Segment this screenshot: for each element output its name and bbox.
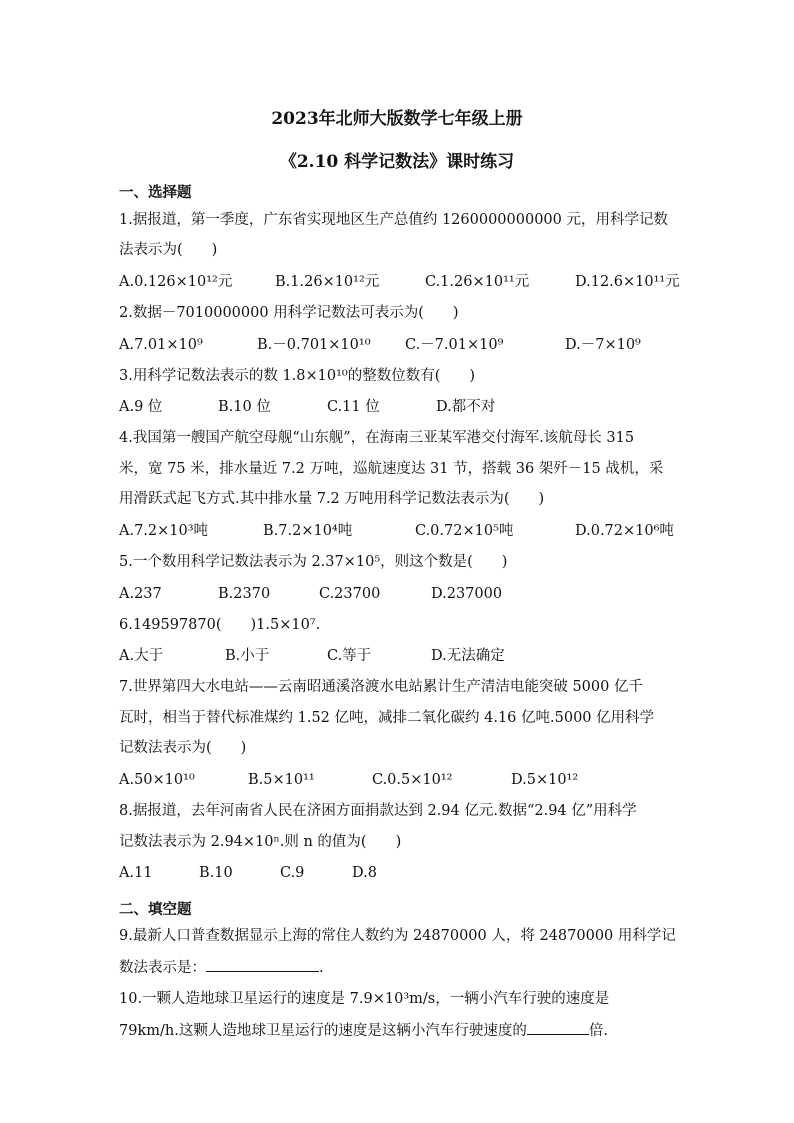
question-1-option-c: C.1.26×10¹¹元 xyxy=(425,274,530,290)
question-3-line-1: 3.用科学记数法表示的数 1.8×10¹⁰的整数位数有( ) xyxy=(119,368,476,384)
question-4-line-2: 米，宽 75 米，排水量近 7.2 万吨，巡航速度达 31 节，搭载 36 架歼－15 战机，采 xyxy=(119,461,664,477)
question-10-end: 倍. xyxy=(588,1023,608,1039)
doc-title: 2023年北师大版数学七年级上册 xyxy=(271,109,523,129)
question-6-option-a: A.大于 xyxy=(119,648,164,664)
question-5-option-d: D.237000 xyxy=(431,586,503,602)
question-4-option-c: C.0.72×10⁵吨 xyxy=(415,523,514,539)
section-heading-choice: 一、选择题 xyxy=(119,184,192,201)
question-3-option-b: B.10 位 xyxy=(218,399,271,415)
question-8-option-c: C.9 xyxy=(280,865,305,881)
question-3-option-a: A.9 位 xyxy=(119,399,163,415)
question-2-line-1: 2.数据－7010000000 用科学记数法可表示为( ) xyxy=(119,305,459,321)
question-2-option-a: A.7.01×10⁹ xyxy=(119,337,203,353)
question-9-prompt: 数法表示是： xyxy=(119,960,206,976)
question-1-option-b: B.1.26×10¹²元 xyxy=(275,274,380,290)
question-7-option-a: A.50×10¹⁰ xyxy=(119,772,195,788)
question-4-line-1: 4.我国第一艘国产航空母舰“山东舰”，在海南三亚某军港交付海军.该航母长 315 xyxy=(119,430,635,446)
question-8-line-2: 记数法表示为 2.94×10ⁿ.则 n 的值为( ) xyxy=(119,834,402,850)
question-10-prompt: 79km/h.这颗人造地球卫星运行的速度是这辆小汽车行驶速度的 xyxy=(119,1023,527,1039)
question-2-option-c: C.－7.01×10⁹ xyxy=(405,337,504,353)
question-9-line-2 xyxy=(119,957,324,978)
question-1-line-2: 法表示为( ) xyxy=(119,242,218,258)
question-2-option-d: D.－7×10⁹ xyxy=(565,337,641,353)
question-5-option-c: C.23700 xyxy=(319,586,381,602)
question-1-option-d: D.12.6×10¹¹元 xyxy=(575,274,680,290)
question-6-option-c: C.等于 xyxy=(327,648,372,664)
question-9-end: . xyxy=(319,960,324,976)
question-7-option-c: C.0.5×10¹² xyxy=(372,772,453,788)
question-10-line-1: 10.一颗人造地球卫星运行的速度是 7.9×10³m/s，一辆小汽车行驶的速度是 xyxy=(119,991,610,1007)
question-6-option-d: D.无法确定 xyxy=(431,648,505,664)
question-4-option-d: D.0.72×10⁶吨 xyxy=(575,523,674,539)
question-5-line-1: 5.一个数用科学记数法表示为 2.37×10⁵，则这个数是( ) xyxy=(119,554,508,570)
question-7-option-d: D.5×10¹² xyxy=(511,772,579,788)
question-8-option-a: A.11 xyxy=(119,865,153,881)
question-8-option-d: D.8 xyxy=(352,865,377,881)
question-8-line-1: 8.据报道，去年河南省人民在济困方面捐款达到 2.94 亿元.数据“2.94 亿”用科学 xyxy=(119,803,637,819)
question-6-line-1: 6.149597870( )1.5×10⁷. xyxy=(119,617,321,633)
question-2-option-b: B.－0.701×10¹⁰ xyxy=(257,337,371,353)
answer-blank[interactable] xyxy=(206,957,319,972)
question-3-option-d: D.都不对 xyxy=(436,399,496,415)
section-heading-fill: 二、填空题 xyxy=(119,901,192,918)
question-8-option-b: B.10 xyxy=(199,865,233,881)
question-4-line-3: 用滑跃式起飞方式.其中排水量 7.2 万吨用科学记数法表示为( ) xyxy=(119,491,545,507)
answer-blank[interactable] xyxy=(527,1020,589,1035)
question-5-option-b: B.2370 xyxy=(218,586,271,602)
question-6-option-b: B.小于 xyxy=(225,648,270,664)
question-7-line-1: 7.世界第四大水电站——云南昭通溪洛渡水电站累计生产清洁电能突破 5000 亿千 xyxy=(119,679,643,695)
doc-subtitle: 《2.10 科学记数法》课时练习 xyxy=(279,152,515,172)
question-4-option-a: A.7.2×10³吨 xyxy=(119,523,209,539)
question-1-option-a: A.0.126×10¹²元 xyxy=(119,274,233,290)
question-7-option-b: B.5×10¹¹ xyxy=(248,772,315,788)
question-4-option-b: B.7.2×10⁴吨 xyxy=(263,523,353,539)
question-1-line-1: 1.据报道，第一季度，广东省实现地区生产总值约 1260000000000 元，用科学记数 xyxy=(119,212,668,228)
question-10-line-2 xyxy=(119,1020,608,1041)
question-7-line-3: 记数法表示为( ) xyxy=(119,740,247,756)
question-5-option-a: A.237 xyxy=(119,586,162,602)
question-7-line-2: 瓦时，相当于替代标准煤约 1.52 亿吨，减排二氧化碳约 4.16 亿吨.5000 亿用科学 xyxy=(119,710,655,726)
question-3-option-c: C.11 位 xyxy=(327,399,380,415)
question-9-line-1: 9.最新人口普查数据显示上海的常住人数约为 24870000 人，将 24870000 用科学记 xyxy=(119,928,676,944)
